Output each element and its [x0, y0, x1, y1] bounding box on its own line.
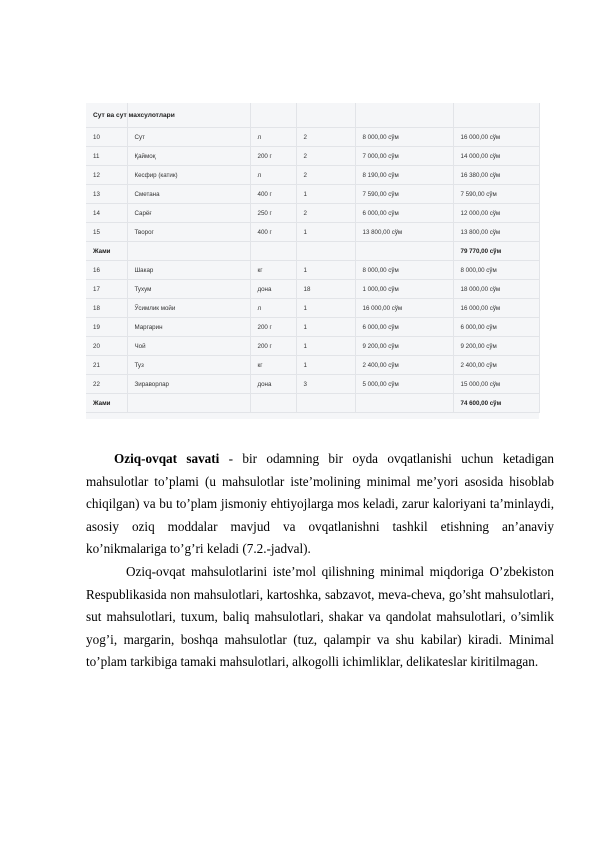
unit-price: 8 190,00 сўм [355, 166, 453, 185]
product-name: Тухум [127, 280, 250, 299]
unit-price: 9 200,00 сўм [355, 337, 453, 356]
row-number: 14 [86, 204, 127, 223]
row-total: 2 400,00 сўм [453, 356, 539, 375]
product-name: Маргарин [127, 318, 250, 337]
consumer-basket-table [86, 103, 540, 413]
unit-price: 6 000,00 сўм [355, 318, 453, 337]
unit: л [250, 166, 296, 185]
unit-price: 8 000,00 сўм [355, 261, 453, 280]
unit-price: 2 400,00 сўм [355, 356, 453, 375]
product-name: Шакар [127, 261, 250, 280]
unit-price: 8 000,00 сўм [355, 128, 453, 147]
quantity: 1 [296, 261, 355, 280]
paragraph-composition: Oziq-ovqat mahsulotlarini iste’mol qilishning minimal miqdoriga O’zbekiston Respublikasida non mahsulotlari, kartoshka, sabzavot, meva-cheva, go’sht mahsulotlari, sut mahsulotlari, tuxum, baliq mahsulotlari, shakar va qandolat mahsulotlari, o’simlik yog’i, margarin, boshqa mahsulotlar (tuz, qalampir va shu kabilar) kiradi. Minimal to’plam tarkibiga tamaki mahsulotlari, alkogolli ichimliklar, delikateslar kiritilmagan. [86, 563, 554, 670]
table-row [86, 318, 539, 337]
product-name: Зираворлар [127, 375, 250, 394]
unit: л [250, 299, 296, 318]
unit-price: 13 800,00 сўм [355, 223, 453, 242]
row-total: 13 800,00 сўм [453, 223, 539, 242]
unit-price: 7 000,00 сўм [355, 147, 453, 166]
quantity: 2 [296, 128, 355, 147]
quantity: 1 [296, 337, 355, 356]
product-name: Творог [127, 223, 250, 242]
quantity: 1 [296, 223, 355, 242]
quantity: 2 [296, 204, 355, 223]
quantity: 2 [296, 147, 355, 166]
quantity: 1 [296, 356, 355, 375]
product-name: Қаймоқ [127, 147, 250, 166]
table-row [86, 356, 539, 375]
quantity: 3 [296, 375, 355, 394]
row-total: 16 000,00 сўм [453, 299, 539, 318]
quantity: 1 [296, 299, 355, 318]
row-number: 12 [86, 166, 127, 185]
product-name: Кесфир (катик) [127, 166, 250, 185]
table-row [86, 166, 539, 185]
row-total: 8 000,00 сўм [453, 261, 539, 280]
unit: 400 г [250, 223, 296, 242]
table-row [86, 280, 539, 299]
unit: дона [250, 280, 296, 299]
product-name: Туз [127, 356, 250, 375]
quantity: 18 [296, 280, 355, 299]
table-row [86, 337, 539, 356]
row-number: 19 [86, 318, 127, 337]
unit-price: 6 000,00 сўм [355, 204, 453, 223]
unit: кг [250, 261, 296, 280]
row-number: 16 [86, 261, 127, 280]
unit: 250 г [250, 204, 296, 223]
table-total-row [86, 242, 539, 261]
quantity: 2 [296, 166, 355, 185]
total-amount: 74 600,00 сўм [453, 394, 539, 413]
table-row [86, 261, 539, 280]
product-name: Ўсимлик мойи [127, 299, 250, 318]
consumer-basket-table-image [86, 103, 539, 419]
unit-price: 5 000,00 сўм [355, 375, 453, 394]
unit: 400 г [250, 185, 296, 204]
table-total-row [86, 394, 539, 413]
table-row [86, 147, 539, 166]
term-oziq-ovqat-savati: Oziq-ovqat savati [114, 451, 220, 466]
row-total: 6 000,00 сўм [453, 318, 539, 337]
row-total: 14 000,00 сўм [453, 147, 539, 166]
row-total: 18 000,00 сўм [453, 280, 539, 299]
table-row [86, 299, 539, 318]
row-number: 21 [86, 356, 127, 375]
total-label: Жами [86, 242, 127, 261]
row-number: 18 [86, 299, 127, 318]
unit: л [250, 128, 296, 147]
row-total: 12 000,00 сўм [453, 204, 539, 223]
unit: 200 г [250, 318, 296, 337]
row-number: 15 [86, 223, 127, 242]
unit: 200 г [250, 147, 296, 166]
total-label: Жами [86, 394, 127, 413]
body-text [86, 448, 554, 674]
quantity: 1 [296, 318, 355, 337]
product-name: Чой [127, 337, 250, 356]
paragraph-definition [86, 448, 554, 561]
row-number: 17 [86, 280, 127, 299]
table-row [86, 204, 539, 223]
table-row [86, 185, 539, 204]
unit: дона [250, 375, 296, 394]
table-row [86, 223, 539, 242]
quantity: 1 [296, 185, 355, 204]
row-total: 7 590,00 сўм [453, 185, 539, 204]
unit: кг [250, 356, 296, 375]
table-row [86, 128, 539, 147]
row-total: 16 000,00 сўм [453, 128, 539, 147]
row-total: 9 200,00 сўм [453, 337, 539, 356]
table-title-row [86, 103, 539, 128]
product-name: Сарёғ [127, 204, 250, 223]
product-name: Сметана [127, 185, 250, 204]
table-title: Сут ва сут махсулотлари [86, 103, 127, 128]
product-name: Сут [127, 128, 250, 147]
row-number: 13 [86, 185, 127, 204]
row-total: 16 380,00 сўм [453, 166, 539, 185]
row-number: 20 [86, 337, 127, 356]
unit-price: 1 000,00 сўм [355, 280, 453, 299]
row-number: 22 [86, 375, 127, 394]
unit-price: 7 590,00 сўм [355, 185, 453, 204]
total-amount: 79 770,00 сўм [453, 242, 539, 261]
unit-price: 16 000,00 сўм [355, 299, 453, 318]
unit: 200 г [250, 337, 296, 356]
table-row [86, 375, 539, 394]
row-total: 15 000,00 сўм [453, 375, 539, 394]
paragraph-definition-text: - bir odamning bir oyda ovqatlanishi uchun ketadigan mahsulotlar to’plami (u mahsulotlar iste’molining minimal me’yori asosida hisoblab chiqilgan) va bu to’plam jismoniy ehtiyojlarga mos keladi, zarur kaloriyani ta’minlaydi, asosiy oziq moddalar mavjud va ovqatlanishni tashkil etishning an’anaviy ko’nikmalariga to’g’ri keladi (7.2.-jadval). [86, 451, 554, 557]
row-number: 11 [86, 147, 127, 166]
row-number: 10 [86, 128, 127, 147]
